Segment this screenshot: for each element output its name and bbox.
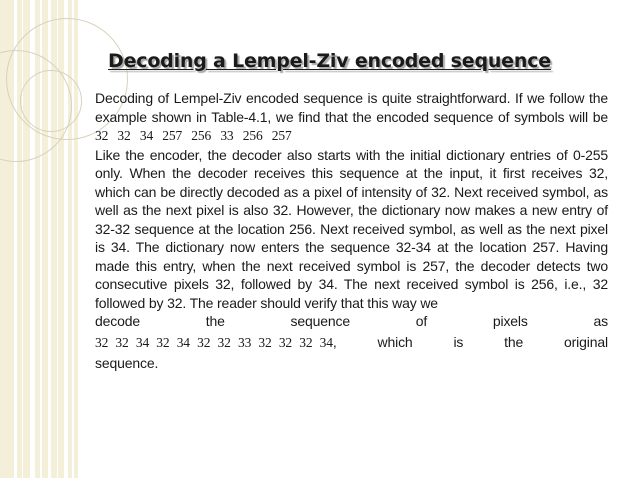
last-line (95, 354, 608, 373)
encoded-sequence: 32 32 34 257 256 33 256 257 (95, 128, 292, 143)
decoded-group (95, 333, 337, 353)
spread-word: decode (95, 313, 141, 329)
slide-title: Decoding a Lempel-Ziv encoded sequence (108, 50, 551, 72)
paragraph-decoder (95, 146, 608, 313)
body-text (95, 89, 608, 373)
decoded-sequence: 32 32 34 32 34 32 32 33 32 32 32 34 (95, 334, 333, 350)
paragraph-intro (95, 89, 608, 146)
last-word: sequence. (95, 355, 159, 371)
spread-word: sequence (290, 313, 351, 329)
trailing-word: the (504, 333, 524, 350)
decorative-circle (20, 70, 82, 132)
spread-line (95, 312, 608, 331)
comma: , (332, 333, 337, 350)
decoder-text: Like the encoder, the decoder also starts with the initial dictionary entries of 0-255 only. When the decoder receives this sequence at the input, it first receives 32, which can be directly decoded as a pixel of intensity of 32. Next received symbol, as well as the next pixel is also 32. However, the dictionary now makes a new entry of 32-32 sequence at the location 256. Next received symbol, as well as the next pixel is 34. The dictionary now enters the sequence 32-34 at the location 257. Having made this entry, when the next received symbol is 257, the decoder detects two consecutive pixels 32, followed by 34. The next received symbol is 256, i.e., 32 followed by 32. The reader should verify that this way we (95, 146, 608, 311)
spread-word: pixels (492, 313, 528, 329)
intro-text: Decoding of Lempel-Ziv encoded sequence is quite straightforward. If we follow the example shown in Table-4.1, we find that the encoded sequence of symbols will be (95, 90, 608, 125)
trailing-word: is (453, 333, 464, 350)
trailing-word: original (564, 333, 608, 350)
trailing-word: which (377, 333, 413, 350)
spread-word: as (593, 313, 608, 329)
spread-word: of (415, 313, 428, 329)
decoded-sequence-line (95, 333, 608, 353)
spread-word: the (205, 313, 225, 329)
